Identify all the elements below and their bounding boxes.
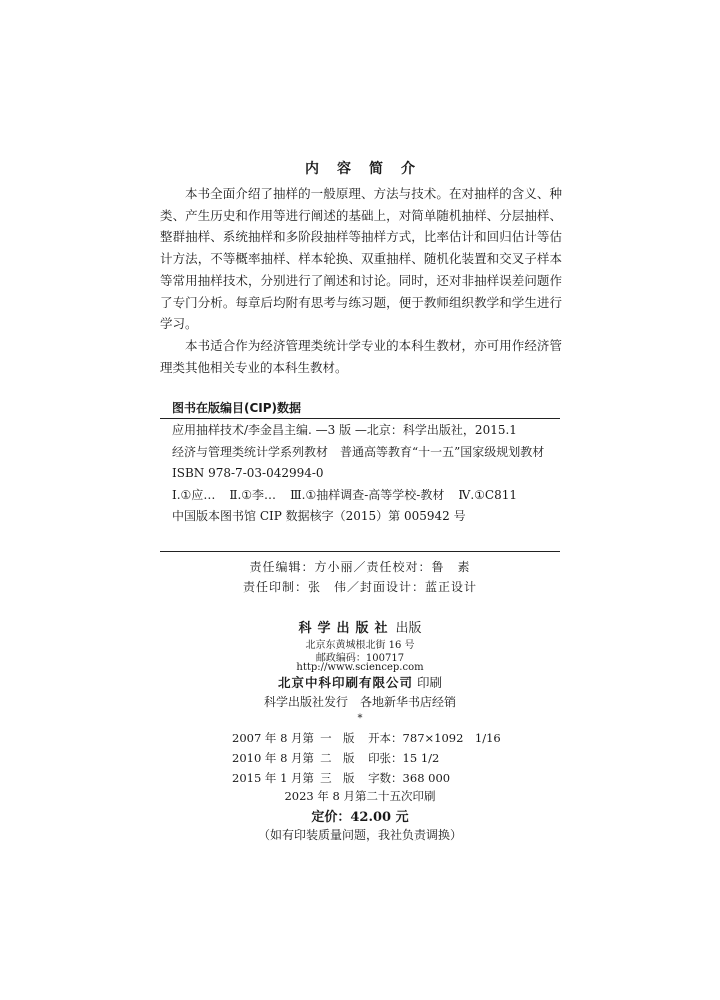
edition-row: [232, 730, 501, 746]
printer-line: [0, 673, 720, 691]
summary-paragraph: 本书适合作为经济管理类统计学专业的本科生教材，亦可用作经济管理类其他相关专业的本科生教材。: [160, 337, 562, 375]
printer-name: 北京中科印刷有限公司: [277, 675, 413, 690]
cip-record-number: 中国版本图书馆 CIP 数据核字（2015）第 005942 号: [172, 509, 466, 523]
impression-line: 2023 年 8 月第二十五次印刷: [284, 789, 436, 803]
cip-record-block: [160, 420, 560, 528]
edition-number: 三 版: [320, 771, 355, 785]
publisher-address: 北京东黄城根北街 16 号: [305, 640, 415, 651]
publisher-logo-name: 科学出版社: [298, 621, 394, 636]
edition-row: [232, 750, 439, 766]
edition-date: 2007 年 8 月第: [232, 731, 315, 745]
quality-note: （如有印装质量问题，我社负责调换）: [257, 828, 462, 842]
summary-title: 内容简介: [305, 161, 433, 177]
separator-star: *: [357, 713, 363, 724]
summary-paragraph: 本书全面介绍了抽样的一般原理、方法与技术。在对抽样的含义、种类、产生历史和作用等进行阐述的基础上，对简单随机抽样、分层抽样、整群抽样、系统抽样和多阶段抽样等抽样方式，比率估计和回归估计等估计方法，不等概率抽样、样本轮换、双重抽样、随机化装置和交叉子样本等常用抽样技术，分别进行了阐述和讨论。同时，还对非抽样误差问题作了专门分析。每章后均附有思考与练习题，便于教师组织教学和学生进行学习。: [160, 186, 562, 332]
edition-info: 开本：787×1092 1/16: [368, 731, 501, 745]
publisher-url: http://www.sciencep.com: [296, 662, 424, 673]
summary-text: [160, 183, 562, 378]
edition-number: 一 版: [320, 731, 355, 745]
cip-title-line: 应用抽样技术/李金昌主编. —3 版 —北京：科学出版社，2015.1: [172, 423, 517, 437]
edition-row: [232, 770, 450, 786]
price: 定价：42.00 元: [311, 810, 409, 825]
cip-classification: [160, 485, 560, 507]
cip-bottom-rule: [160, 551, 560, 552]
cip-heading: 图书在版编目(CIP)数据: [172, 401, 302, 415]
edition-number: 二 版: [320, 751, 355, 765]
printer-suffix: 印刷: [417, 675, 443, 690]
publisher-postcode: 邮政编码：100717: [315, 653, 405, 664]
cip-class-item: Ⅱ.①李…: [229, 487, 277, 502]
cip-class-item: Ⅳ.①C811: [458, 487, 517, 502]
cip-class-item: Ⅰ.①应…: [172, 487, 216, 502]
distribution-line: 科学出版社发行 各地新华书店经销: [263, 695, 456, 709]
cip-class-item: Ⅲ.①抽样调查-高等学校-教材: [290, 487, 445, 502]
cip-series-line: 经济与管理类统计学系列教材 普通高等教育“十一五”国家级规划教材: [172, 444, 545, 459]
edition-info: 印张：15 1/2: [368, 751, 440, 765]
cip-isbn: ISBN 978-7-03-042994-0: [172, 466, 324, 480]
cip-top-rule: [160, 418, 560, 419]
production-credits: 责任印制：张 伟／封面设计：蓝正设计: [242, 580, 477, 594]
publisher-line: [0, 617, 720, 636]
edition-date: 2010 年 8 月第: [232, 751, 315, 765]
publisher-suffix: 出版: [395, 621, 422, 636]
editor-credits: 责任编辑：方小丽／责任校对：鲁 素: [249, 560, 471, 574]
edition-info: 字数：368 000: [368, 771, 451, 785]
edition-date: 2015 年 1 月第: [232, 771, 315, 785]
